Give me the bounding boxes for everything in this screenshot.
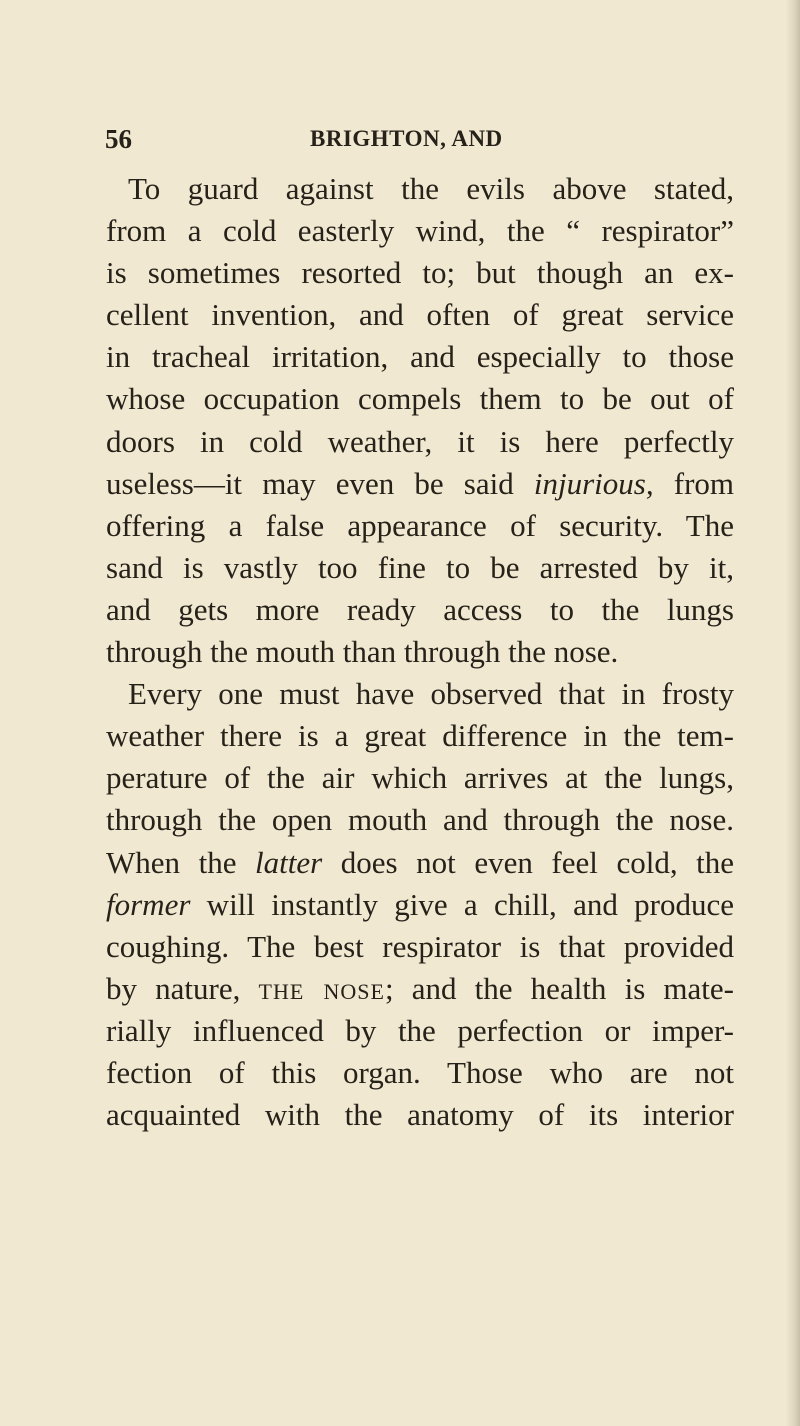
text-line: by nature, the nose; and the health is mate-: [106, 970, 734, 1006]
text-line: Every one must have observed that in frosty: [128, 676, 734, 712]
page-number: 56: [105, 124, 132, 154]
page-edge-shadow: [786, 0, 800, 1426]
small-caps-phrase: the nose: [258, 970, 385, 1006]
text-line: rially influenced by the perfection or imper-: [106, 1012, 734, 1048]
text-line: is sometimes resorted to; but though an ex-: [106, 255, 734, 291]
text-line: acquainted with the anatomy of its interior: [106, 1097, 734, 1133]
text-line: sand is vastly too fine to be arrested by it,: [106, 549, 734, 585]
text-line: whose occupation compels them to be out of: [106, 381, 734, 417]
text-line: through the open mouth and through the nose.: [106, 802, 734, 838]
text-line: former will instantly give a chill, and produce: [106, 886, 734, 922]
text-line: through the mouth than through the nose.: [106, 634, 619, 670]
text-line: and gets more ready access to the lungs: [106, 591, 734, 627]
text-line: in tracheal irritation, and especially to those: [106, 339, 734, 375]
running-head: BRIGHTON, AND: [310, 126, 503, 151]
text-line: doors in cold weather, it is here perfectly: [106, 423, 734, 459]
italic-word: latter: [255, 844, 323, 880]
body-text: [106, 168, 734, 1136]
text-line: offering a false appearance of security. The: [106, 507, 734, 543]
text-line: weather there is a great difference in the tem-: [106, 718, 734, 754]
text-line: from a cold easterly wind, the “ respirator”: [106, 213, 734, 249]
text-line: perature of the air which arrives at the lungs,: [106, 760, 734, 796]
text-line: To guard against the evils above stated,: [128, 171, 734, 206]
text-line: When the latter does not even feel cold, the: [106, 844, 735, 880]
italic-word: former: [106, 886, 191, 922]
text-line: cellent invention, and often of great service: [106, 297, 734, 333]
text-line: useless—it may even be said injurious, from: [106, 465, 734, 501]
text-line: fection of this organ. Those who are not: [106, 1054, 734, 1090]
italic-word: injurious,: [533, 465, 654, 501]
text-line: coughing. The best respirator is that provided: [106, 928, 734, 964]
page-header: [105, 124, 715, 158]
